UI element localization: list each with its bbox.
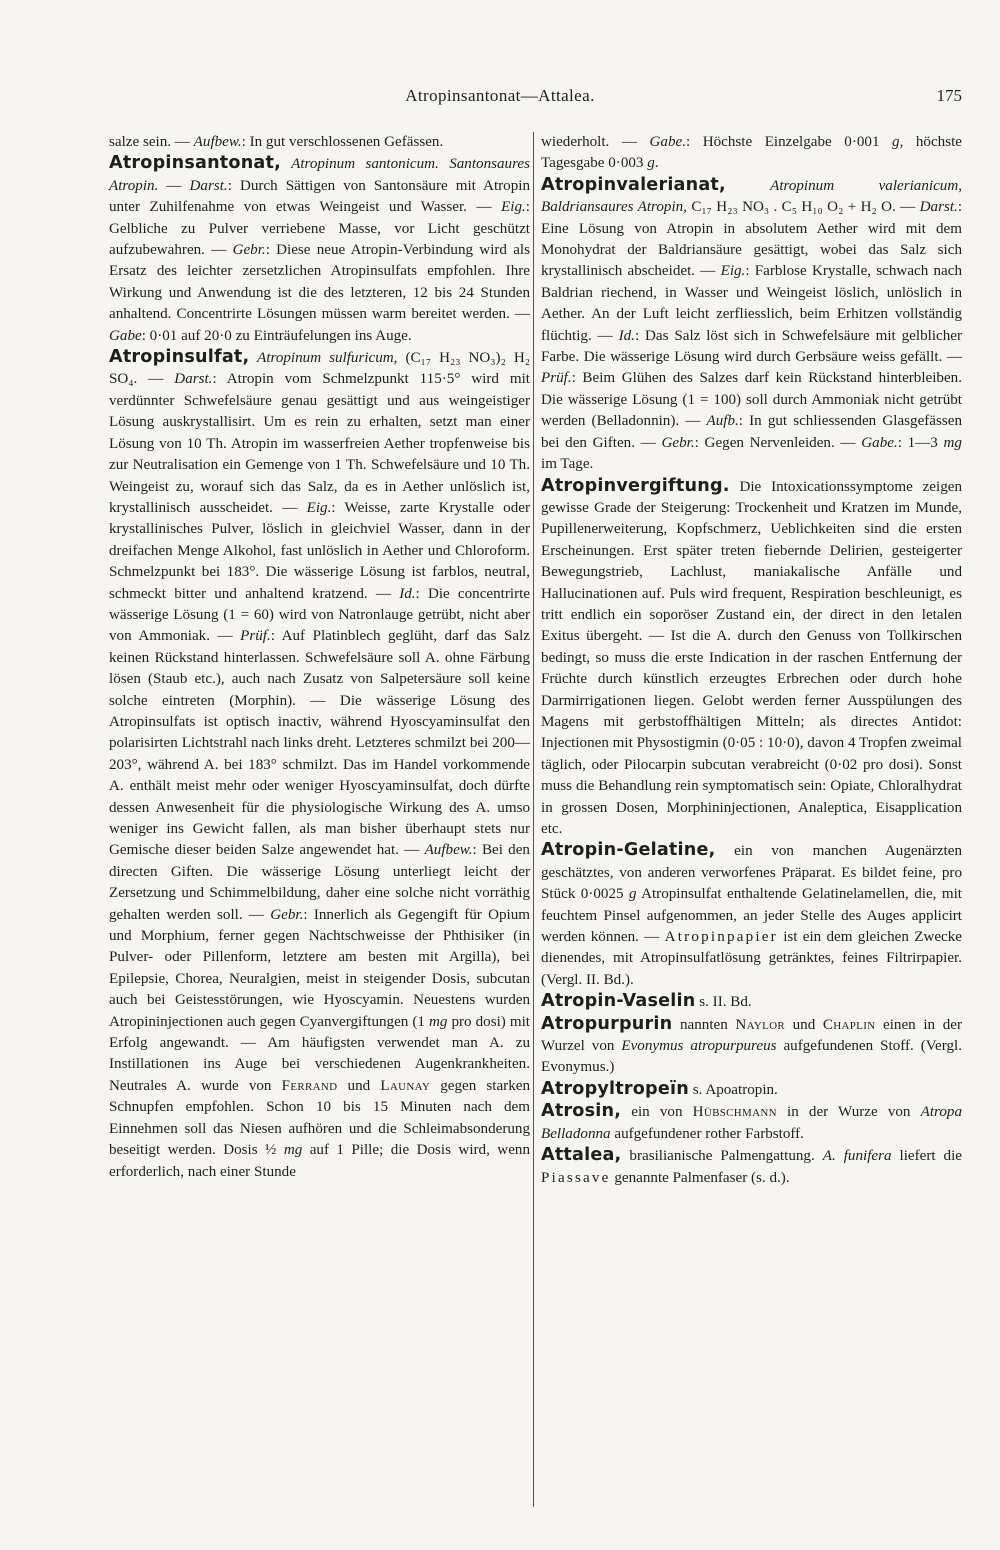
headword-atropin-vaselin: Atropin-Vaselin (541, 991, 696, 1012)
entry-atropinvalerianat: Atropinvalerianat, Atropinum valerianicum, Baldriansaures Atropin, C₁₇ H₂₃ NO₃ . C₅ H₁₀ O₂ + H₂ O. — Darst.: Eine Lösung von Atropin in absolutem Aether wird mit dem Monohydrat der Baldriansäure gesättigt, wobei das Salz sich krystallinisch abscheidet. — Eig.: Farblose Krystalle, schwach nach Baldrian riechend, in Wasser und Weingeist löslich, unlöslich in Aether. An der Luft leicht zerfliesslich, beim Erhitzen vollständig flüchtig. — Id.: Das Salz löst sich in Schwefelsäure mit gelblicher Farbe. Die wässerige Lösung wird durch Gerbsäure weiss gefällt. — Prüf.: Beim Glühen des Salzes darf kein Rückstand hinterbleiben. Die wässerige Lösung (1 = 100) soll durch Ammoniak nicht getrübt werden (Belladonnin). — Aufb.: In gut schliessenden Glasgefässen bei den Giften. — Gebr.: Gegen Nervenleiden. — Gabe.: 1—3 mg im Tage. (541, 174, 963, 473)
entry-atropin-vaselin: Atropin-Vaselin s. II. Bd. (541, 991, 752, 1012)
headword-atropinvalerianat: Atropinvalerianat, (541, 174, 726, 195)
entry-atropin-gelatine: Atropin-Gelatine, ein von manchen Augenärzten geschätztes, von anderen verworfenes Präparat. Es bildet feine, pro Stück 0·0025 g Atropinsulfat enthaltende Gelatinelamellen, die, mit feuchtem Pinsel aufgenommen, an jeder Stelle des Auges applicirt werden können. — Atropinpapier ist ein dem gleichen Zwecke dienendes, mit Atropinsulfatlösung getränktes, feines Filtrirpapier. (Vergl. II. Bd.). (541, 840, 962, 988)
right-column (541, 132, 962, 1189)
page-number: 175 (936, 86, 962, 105)
headword-atropinsantonat: Atropinsantonat, (109, 153, 281, 174)
headword-atropinsulfat: Atropinsulfat, (109, 347, 250, 368)
entry-attalea: Attalea, brasilianische Palmengattung. A. funifera liefert die Piassave genannte Palmenfaser (s. d.). (541, 1145, 962, 1186)
entry-atropinvergiftung: Atropinvergiftung. Die Intoxicationssymptome zeigen gewisse Grade der Steigerung: Trockenheit und Kratzen im Munde, Pupillenerweiterung, Kopfschmerz, Ueblichkeiten sind die ersten Erscheinungen. Erst später treten fiebernde Delirien, gesteigerter Bewegungstrieb, Lachlust, maniakalische Anfälle und Hallucinationen auf. Puls wird frequent, Respiration beschleunigt, es tritt endlich ein soporöser Zustand ein, der direct in den letalen Exitus übergeht. — Ist die A. durch den Genuss von Tollkirschen bedingt, so muss die erste Indication in der raschen Entfernung der Früchte durch künstlich erzeugtes Erbrechen oder durch hohe Darmirrigationen liegen. Gelobt werden ferner Ausspülungen des Magens mit gerbstoffhältigen Mitteln; als directes Antidot: Injectionen mit Physostigmin (0·05 : 10·0), davon 4 Tropfen zweimal täglich, oder Pilocarpin subcutan verabreicht (0·02 pro dosi). Sonst muss die Behandlung rein symptomatisch sein: Opiate, Chloralhydrat in grossen Dosen, Morphininjectionen, Analeptica, Eisapplication etc. (541, 475, 962, 837)
entry-atropyltropein: Atropyltropeïn s. Apoatropin. (541, 1078, 778, 1099)
entry-continuation-right: wiederholt. — Gabe.: Höchste Einzelgabe 0·001 g, höchste Tagesgabe 0·003 g. (541, 134, 962, 172)
page-header (0, 86, 1000, 114)
column-divider (533, 132, 534, 1507)
entry-atropinsantonat: Atropinsantonat, Atropinum santonicum. Santonsaures Atropin. — Darst.: Durch Sättigen von Santonsäure mit Atropin unter Zuhilfenahme von etwas Weingeist und Wasser. — Eig.: Gelbliche zu Pulver verriebene Masse, vor Licht geschützt aufzubewahren. — Gebr.: Diese neue Atropin-Verbindung wird als Ersatz des leichter zersetzlichen Atropinsulfats empfohlen. Ihre Wirkung und Anwendung ist die des letzteren, 12 bis 24 Stunden anhaltend. Concentrirte Lösungen müssen warm bereitet werden. — Gabe: 0·01 auf 20·0 zu Einträufelungen ins Auge. (109, 153, 531, 344)
running-title: Atropinsantonat—Attalea. (405, 86, 595, 105)
entry-continuation: salze sein. — Aufbew.: In gut verschlossenen Gefässen. (109, 134, 444, 150)
headword-attalea: Attalea, (541, 1145, 622, 1166)
headword-atropinvergiftung: Atropinvergiftung. (541, 475, 730, 496)
headword-atropyltropein: Atropyltropeïn (541, 1078, 689, 1099)
headword-atrosin: Atrosin, (541, 1101, 622, 1122)
headword-atropin-gelatine: Atropin-Gelatine, (541, 840, 716, 861)
entry-atropinsulfat: Atropinsulfat, Atropinum sulfuricum, (C₁₇ H₂₃ NO₃)₂ H₂ SO₄. — Darst.: Atropin vom Schmelzpunkt 115·5° wird mit verdünnter Schwefelsäure genau gesättigt und aus weingeistiger Lösung auskrystallisirt. Um es rein zu erhalten, setzt man einer Lösung von 10 Th. Atropin im wasserfreien Aether tropfenweise bis zur Neutralisation ein Gemenge von 1 Th. Schwefelsäure und 10 Th. Weingeist zu, worauf sich das Salz, da es in Aether unlöslich ist, krystallinisch ausscheidet. — Eig.: Weisse, zarte Krystalle oder krystallinisches Pulver, löslich in gleichviel Wasser, dann in der dreifachen Menge Alkohol, fast unlöslich in Aether und Chloroform. Schmelzpunkt bei 183°. Die wässerige Lösung ist farblos, neutral, schmeckt bitter und anhaltend kratzend. — Id.: Die concentrirte wässerige Lösung (1 = 60) wird von Natronlauge getrübt, nicht aber von Ammoniak. — Prüf.: Auf Platinblech geglüht, darf das Salz keinen Rückstand hinterlassen. Schwefelsäure soll A. ohne Färbung lösen (Staub etc.), auch nach Zusatz von Salpetersäure soll keine solche eintreten (Morphin). — Die wässerige Lösung des Atropinsulfats ist optisch inactiv, während Hyoscyaminsulfat den polarisirten Lichtstrahl nach links dreht. Letzteres schmilzt bei 200—203°, während A. bei 183° schmilzt. Das im Handel vorkommende A. enthält meist mehr oder weniger Hyoscyaminsulfat, doch dürfte dessen Anwesenheit für die physiologische Wirkung des A. umso weniger ins Gewicht fallen, als man bisher überhaupt stets nur Gemische dieser beiden Salze angewendet hat. — Aufbew.: Bei den directen Giften. Die wässerige Lösung unterliegt leicht der Zersetzung und Schimmelbildung, daher eine solche nicht vorräthig gehalten werden soll. — Gebr.: Innerlich als Gegengift für Opium und Morphium, ferner gegen Nachtschweisse der Phthisiker (in Pulver- oder Pillenform, letztere am besten mit Argilla), bei Epilepsie, Chorea, Neuralgien, meist in steigender Dosis, subcutan auch bei Geistesstörungen, wie Hyoscyamin. Neuestens wurden Atropininjectionen auch gegen Cyanvergiftungen (1 mg pro dosi) mit Erfolg angewandt. — Am häufigsten verwendet man A. zu Instillationen ins Auge bei verschiedenen Augenkrankheiten. Neutrales A. wurde von Ferrand und Launay gegen starken Schnupfen empfohlen. Schon 10 bis 15 Minuten nach dem Einnehmen soll das Niesen aufhören und die Schleimabsonderung beseitigt werden. Dosis ½ mg auf 1 Pille; die Dosis wird, wenn erforderlich, nach einer Stunde (109, 347, 531, 1180)
entry-atropurpurin: Atropurpurin nannten Naylor und Chaplin einen in der Wurzel von Evonymus atropurpureus aufgefundenen Stoff. (Vergl. Evonymus.) (541, 1013, 963, 1076)
headword-atropurpurin: Atropurpurin (541, 1013, 673, 1034)
left-column (109, 132, 530, 1183)
entry-atrosin: Atrosin, ein von Hübschmann in der Wurze von Atropa Belladonna aufgefundener rother Farbstoff. (541, 1101, 962, 1142)
